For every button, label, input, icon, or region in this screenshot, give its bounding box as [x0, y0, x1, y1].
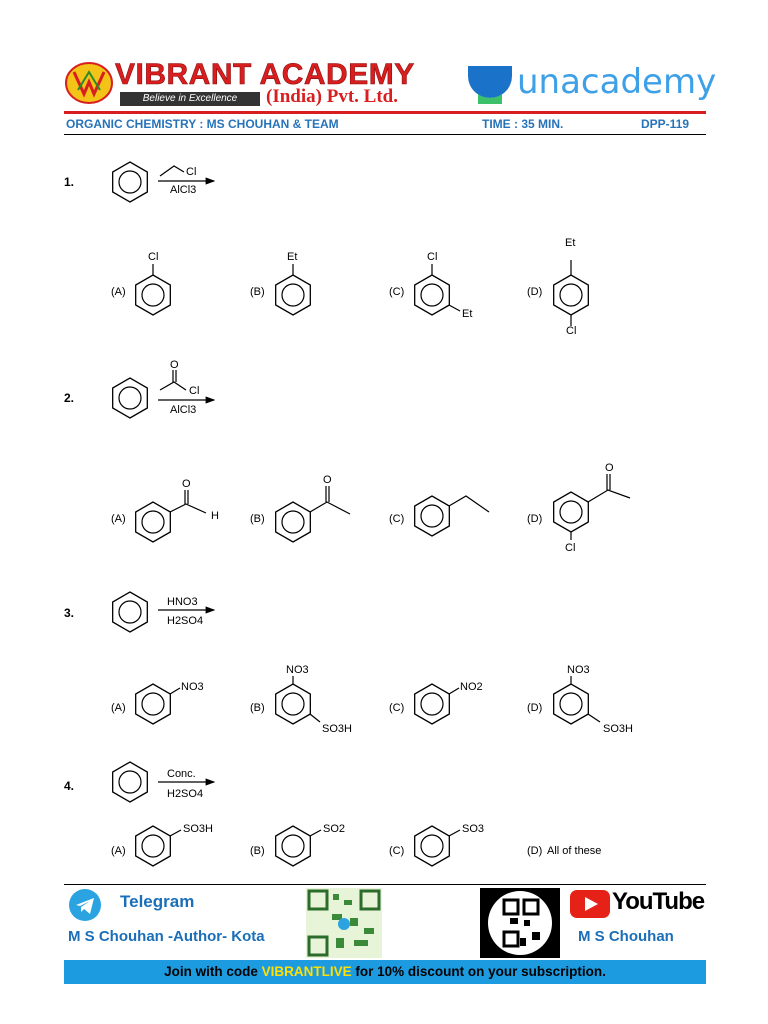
svg-text:NO3: NO3: [286, 664, 309, 676]
q3-reagent-bottom: H2SO4: [167, 615, 204, 627]
svg-text:(A): (A): [111, 845, 126, 857]
banner-pre: Join with code: [164, 964, 262, 979]
q2-option-a: [111, 478, 219, 547]
q4-option-a: [111, 821, 213, 871]
youtube-label[interactable]: YouTube: [612, 888, 705, 915]
q1-benzene: [104, 157, 156, 207]
q2-option-d: [527, 462, 630, 554]
q1-number: 1.: [64, 175, 75, 189]
q3-reagent-top: HNO3: [167, 596, 198, 608]
svg-text:Cl: Cl: [427, 251, 438, 263]
q1-reagent-chain: [160, 166, 184, 176]
q3-option-c: [389, 679, 483, 729]
author-label: M S Chouhan -Author- Kota: [68, 928, 265, 945]
vibrant-logo-icon: [64, 60, 114, 106]
svg-text:(B): (B): [250, 513, 265, 525]
dpp-label: DPP-119: [641, 117, 690, 131]
time-label: TIME : 35 MIN.: [482, 117, 564, 131]
svg-text:NO3: NO3: [567, 664, 590, 676]
svg-text:Et: Et: [462, 308, 473, 320]
q2-option-c: [389, 491, 489, 541]
q2-number: 2.: [64, 391, 75, 405]
banner-post: for 10% discount on your subscription.: [351, 964, 606, 979]
q1-option-d: [527, 237, 597, 337]
svg-text:Cl: Cl: [189, 385, 200, 397]
svg-text:(B): (B): [250, 702, 265, 714]
svg-text:(C): (C): [389, 845, 405, 857]
q4-option-c: [389, 821, 484, 871]
svg-text:Cl: Cl: [565, 542, 576, 554]
svg-text:O: O: [170, 359, 179, 371]
svg-text:(D): (D): [527, 845, 543, 857]
svg-text:(D): (D): [527, 286, 543, 298]
svg-text:(B): (B): [250, 286, 265, 298]
footer-divider: [64, 884, 706, 885]
youtube-channel-name: M S Chouhan: [578, 928, 674, 945]
svg-text:(A): (A): [111, 702, 126, 714]
banner-code: VIBRANTLIVE: [261, 964, 352, 979]
q1-option-a: [111, 251, 179, 320]
svg-text:Et: Et: [565, 237, 576, 249]
svg-text:SO3H: SO3H: [183, 823, 213, 835]
svg-text:O: O: [182, 478, 191, 490]
svg-text:(B): (B): [250, 845, 265, 857]
svg-text:SO3: SO3: [462, 823, 485, 835]
q1-option-b: [250, 251, 319, 320]
youtube-play-icon[interactable]: [570, 890, 610, 918]
telegram-icon[interactable]: [68, 888, 102, 922]
svg-text:(C): (C): [389, 286, 405, 298]
youtube-qr-icon: [480, 888, 560, 958]
svg-text:(A): (A): [111, 286, 126, 298]
q4-option-d: [527, 845, 601, 857]
svg-text:Cl: Cl: [566, 324, 577, 337]
header-divider: [64, 111, 706, 114]
questions-area: [0, 140, 768, 880]
svg-text:O: O: [605, 462, 614, 474]
q4-option-b: [250, 821, 345, 871]
brand-name: VIBRANT ACADEMY: [115, 58, 415, 91]
q4-reagent-bottom: H2SO4: [167, 788, 204, 800]
q3-option-d: [527, 664, 633, 735]
unacademy-logo-icon: [466, 64, 514, 106]
svg-text:SO3H: SO3H: [603, 723, 633, 735]
svg-text:Et: Et: [287, 251, 298, 263]
q2-reagent-acyl: [160, 359, 199, 397]
telegram-qr-icon: [306, 888, 382, 958]
header-underline: [64, 134, 706, 135]
q1-reagent-bottom: AlCl3: [170, 184, 197, 196]
telegram-label[interactable]: Telegram: [120, 892, 195, 911]
q2-option-b: [250, 474, 350, 547]
q3-number: 3.: [64, 606, 75, 620]
svg-text:NO2: NO2: [460, 681, 483, 693]
svg-text:SO3H: SO3H: [322, 723, 352, 735]
brand-tagline: Believe in Excellence: [120, 92, 260, 106]
q4-reagent-top: Conc.: [167, 768, 196, 780]
svg-text:SO2: SO2: [323, 823, 346, 835]
svg-text:(D): (D): [527, 513, 543, 525]
q4-number: 4.: [64, 779, 75, 793]
svg-text:(C): (C): [389, 702, 405, 714]
svg-text:(C): (C): [389, 513, 405, 525]
svg-text:Cl: Cl: [148, 251, 159, 263]
svg-text:(A): (A): [111, 513, 126, 525]
svg-text:NO3: NO3: [181, 681, 204, 693]
q3-option-a: [111, 679, 204, 729]
discount-banner[interactable]: [64, 960, 706, 984]
svg-text:O: O: [323, 474, 332, 486]
svg-text:All of these: All of these: [547, 845, 602, 857]
q3-option-b: [250, 664, 352, 735]
q1-reagent-top: Cl: [186, 166, 197, 178]
unacademy-brand: unacademy: [517, 62, 717, 102]
subject-label: ORGANIC CHEMISTRY : MS CHOUHAN & TEAM: [66, 117, 339, 131]
svg-text:H: H: [211, 510, 219, 522]
q1-option-c: [389, 251, 472, 320]
q2-reagent-bottom: AlCl3: [170, 404, 197, 416]
svg-text:(D): (D): [527, 702, 543, 714]
brand-subtitle: (India) Pvt. Ltd.: [266, 86, 398, 107]
